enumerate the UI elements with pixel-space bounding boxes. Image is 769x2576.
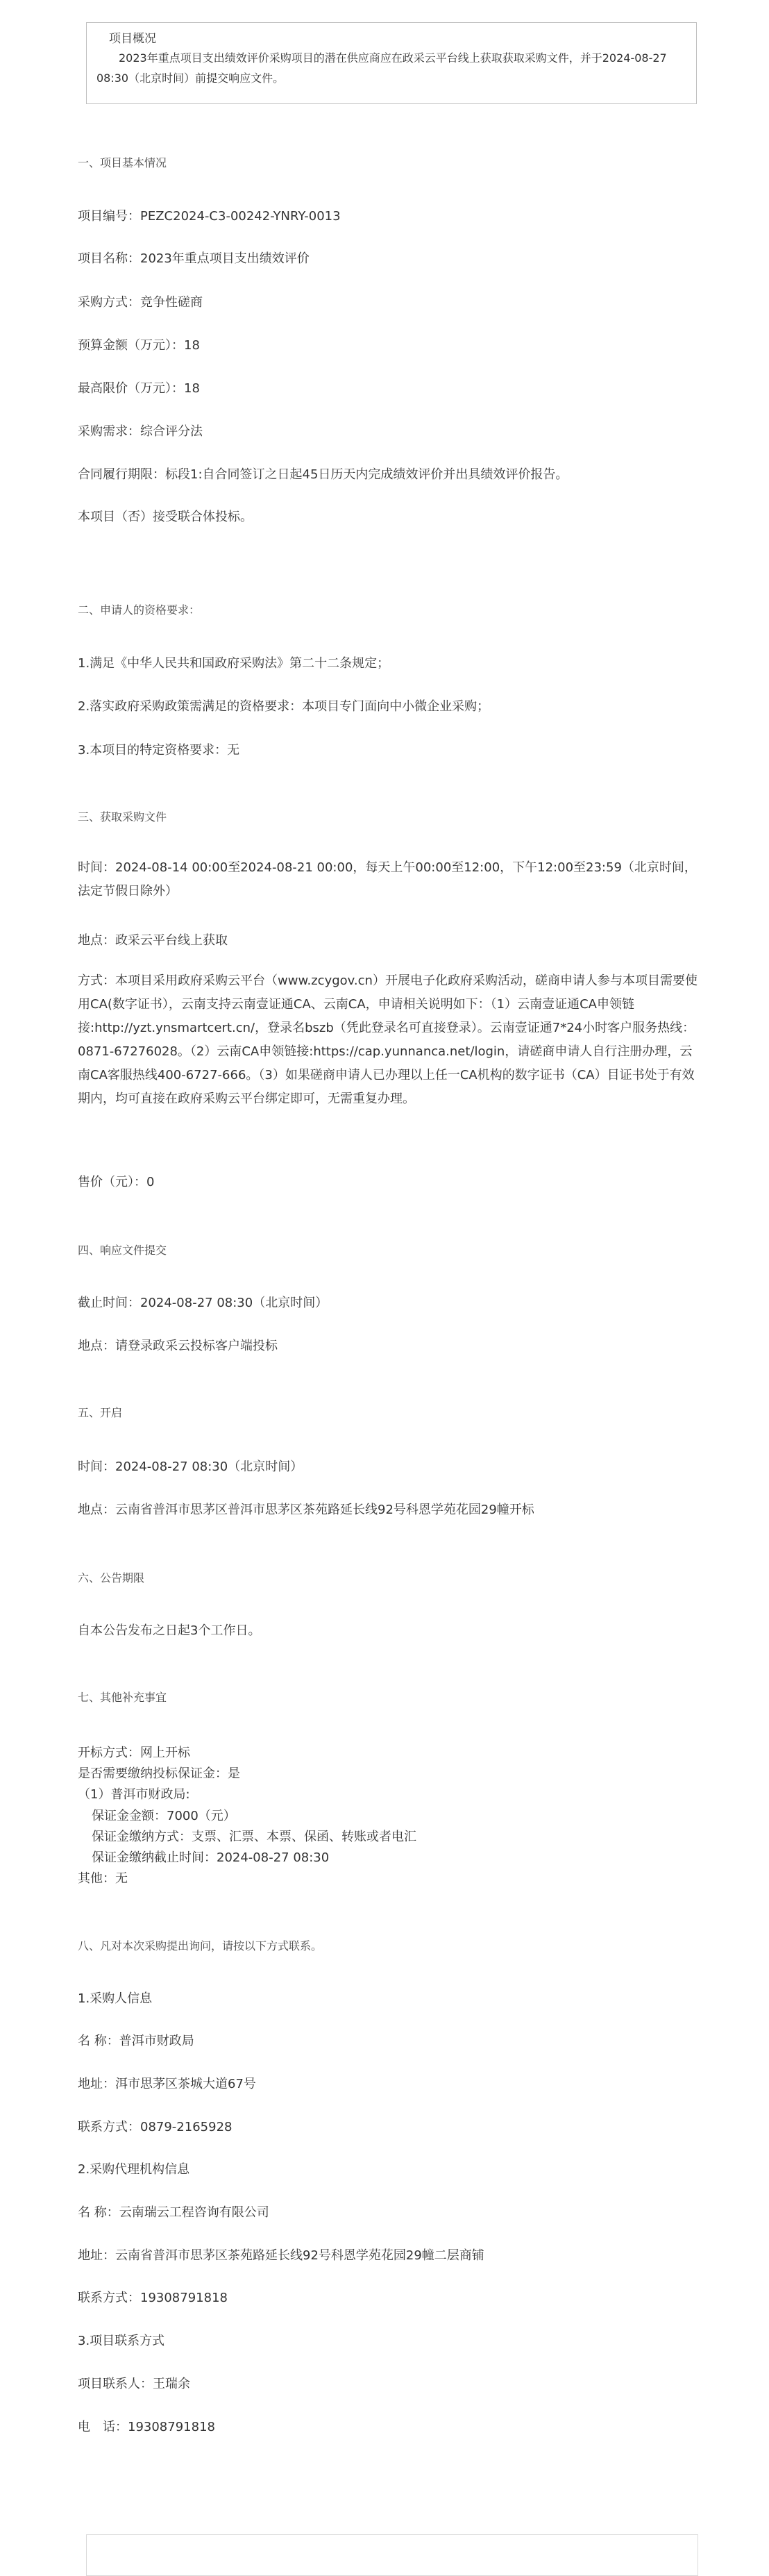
contact-phone: 电 话：19308791818	[78, 2420, 215, 2434]
section-4-heading: 四、响应文件提交	[78, 1244, 167, 1257]
deposit-recipient: （1）普洱市财政局:	[78, 1787, 190, 1802]
budget-amount: 预算金额（万元）：18	[78, 338, 200, 353]
section-7-heading: 七、其他补充事宜	[78, 1691, 167, 1704]
section-6-heading: 六、公告期限	[78, 1571, 145, 1584]
deposit-amount: 保证金金额：7000（元）	[92, 1809, 236, 1823]
project-number: 项目编号：PEZC2024-C3-00242-YNRY-0013	[78, 209, 341, 224]
procurement-method: 采购方式：竞争性磋商	[78, 295, 203, 310]
announcement-period: 自本公告发布之日起3个工作日。	[78, 1623, 261, 1638]
buyer-name: 名 称：普洱市财政局	[78, 2034, 194, 2048]
bottom-panel	[86, 2534, 698, 2576]
buyer-address: 地址：洱市思茅区茶城大道67号	[78, 2077, 256, 2091]
overview-text: 2023年重点项目支出绩效评价采购项目的潜在供应商应在政采云平台线上获取获取采购文件，并于2024-08-27 08:30（北京时间）前提交响应文件。	[96, 51, 667, 85]
submission-deadline: 截止时间：2024-08-27 08:30（北京时间）	[78, 1296, 328, 1310]
qualification-1: 1.满足《中华人民共和国政府采购法》第二十二条规定；	[78, 656, 390, 671]
contract-period: 合同履行期限：标段1:自合同签订之日起45日历天内完成绩效评价并出具绩效评价报告。	[78, 467, 568, 482]
buyer-phone: 联系方式：0879-2165928	[78, 2120, 233, 2134]
consortium-note: 本项目（否）接受联合体投标。	[78, 510, 253, 524]
project-overview-box	[86, 22, 697, 104]
section-5-heading: 五、开启	[78, 1406, 123, 1419]
deposit-payment-method: 保证金缴纳方式：支票、汇票、本票、保函、转账或者电汇	[92, 1830, 416, 1844]
section-3-heading: 三、获取采购文件	[78, 810, 167, 823]
bid-opening-method: 开标方式：网上开标	[78, 1746, 190, 1760]
max-price: 最高限价（万元）：18	[78, 381, 200, 396]
section-2-heading: 二、申请人的资格要求：	[78, 603, 201, 617]
agent-info-title: 2.采购代理机构信息	[78, 2162, 190, 2177]
section-8-heading: 八、凡对本次采购提出询问，请按以下方式联系。	[78, 1939, 323, 1952]
deposit-deadline: 保证金缴纳截止时间：2024-08-27 08:30	[92, 1850, 330, 1865]
project-name: 项目名称：2023年重点项目支出绩效评价	[78, 251, 310, 266]
submission-place: 地点：请登录政采云投标客户端投标	[78, 1339, 278, 1353]
agent-address: 地址：云南省普洱市思茅区茶苑路延长线92号科恩学苑花园29幢二层商铺	[78, 2248, 484, 2263]
acquisition-time: 时间：2024-08-14 00:00至2024-08-21 00:00，每天上午00:00至12:00，下午12:00至23:59（北京时间，法定节假日除外）	[78, 860, 697, 898]
opening-place: 地点：云南省普洱市思茅区普洱市思茅区茶苑路延长线92号科恩学苑花园29幢开标	[78, 1503, 534, 1517]
opening-time: 时间：2024-08-27 08:30（北京时间）	[78, 1460, 303, 1474]
agent-phone: 联系方式：19308791818	[78, 2291, 228, 2305]
contact-info-title: 3.项目联系方式	[78, 2334, 165, 2348]
buyer-info-title: 1.采购人信息	[78, 1991, 153, 2006]
qualification-3: 3.本项目的特定资格要求：无	[78, 743, 240, 758]
other-notes: 其他：无	[78, 1871, 128, 1886]
acquisition-place: 地点：政采云平台线上获取	[78, 933, 228, 948]
document-price: 售价（元）：0	[78, 1175, 155, 1189]
agent-name: 名 称：云南瑞云工程咨询有限公司	[78, 2205, 269, 2220]
section-1-heading: 一、项目基本情况	[78, 156, 167, 169]
procurement-requirement: 采购需求：综合评分法	[78, 424, 203, 439]
acquisition-method: 方式：本项目采用政府采购云平台（www.zcygov.cn）开展电子化政府采购活动，磋商申请人参与本项目需要使用CA(数字证书），云南支持云南壹证通CA、云南CA，申请相关说明如下：（1）云南壹证通CA申领链接:http://yzt.ynsmartcert.cn/，登录名bszb（凭此登录名可直接登录）。云南壹证通7*24小时客户服务热线：0871-67276028。（2）云南CA申领链接:https://cap.yunnanca.net/login，请磋商申请人自行注册办理，云南CA客服热线400-6727-666。（3）如果磋商申请人已办理以上任一CA机构的数字证书（CA）目证书处于有效期内，均可直接在政府采购云平台绑定即可，无需重复办理。	[78, 973, 698, 1106]
overview-title: 项目概况	[109, 32, 156, 46]
deposit-required: 是否需要缴纳投标保证金：是	[78, 1766, 240, 1781]
qualification-2: 2.落实政府采购政策需满足的资格要求：本项目专门面向中小微企业采购；	[78, 699, 490, 714]
contact-person: 项目联系人：王瑞余	[78, 2377, 190, 2391]
